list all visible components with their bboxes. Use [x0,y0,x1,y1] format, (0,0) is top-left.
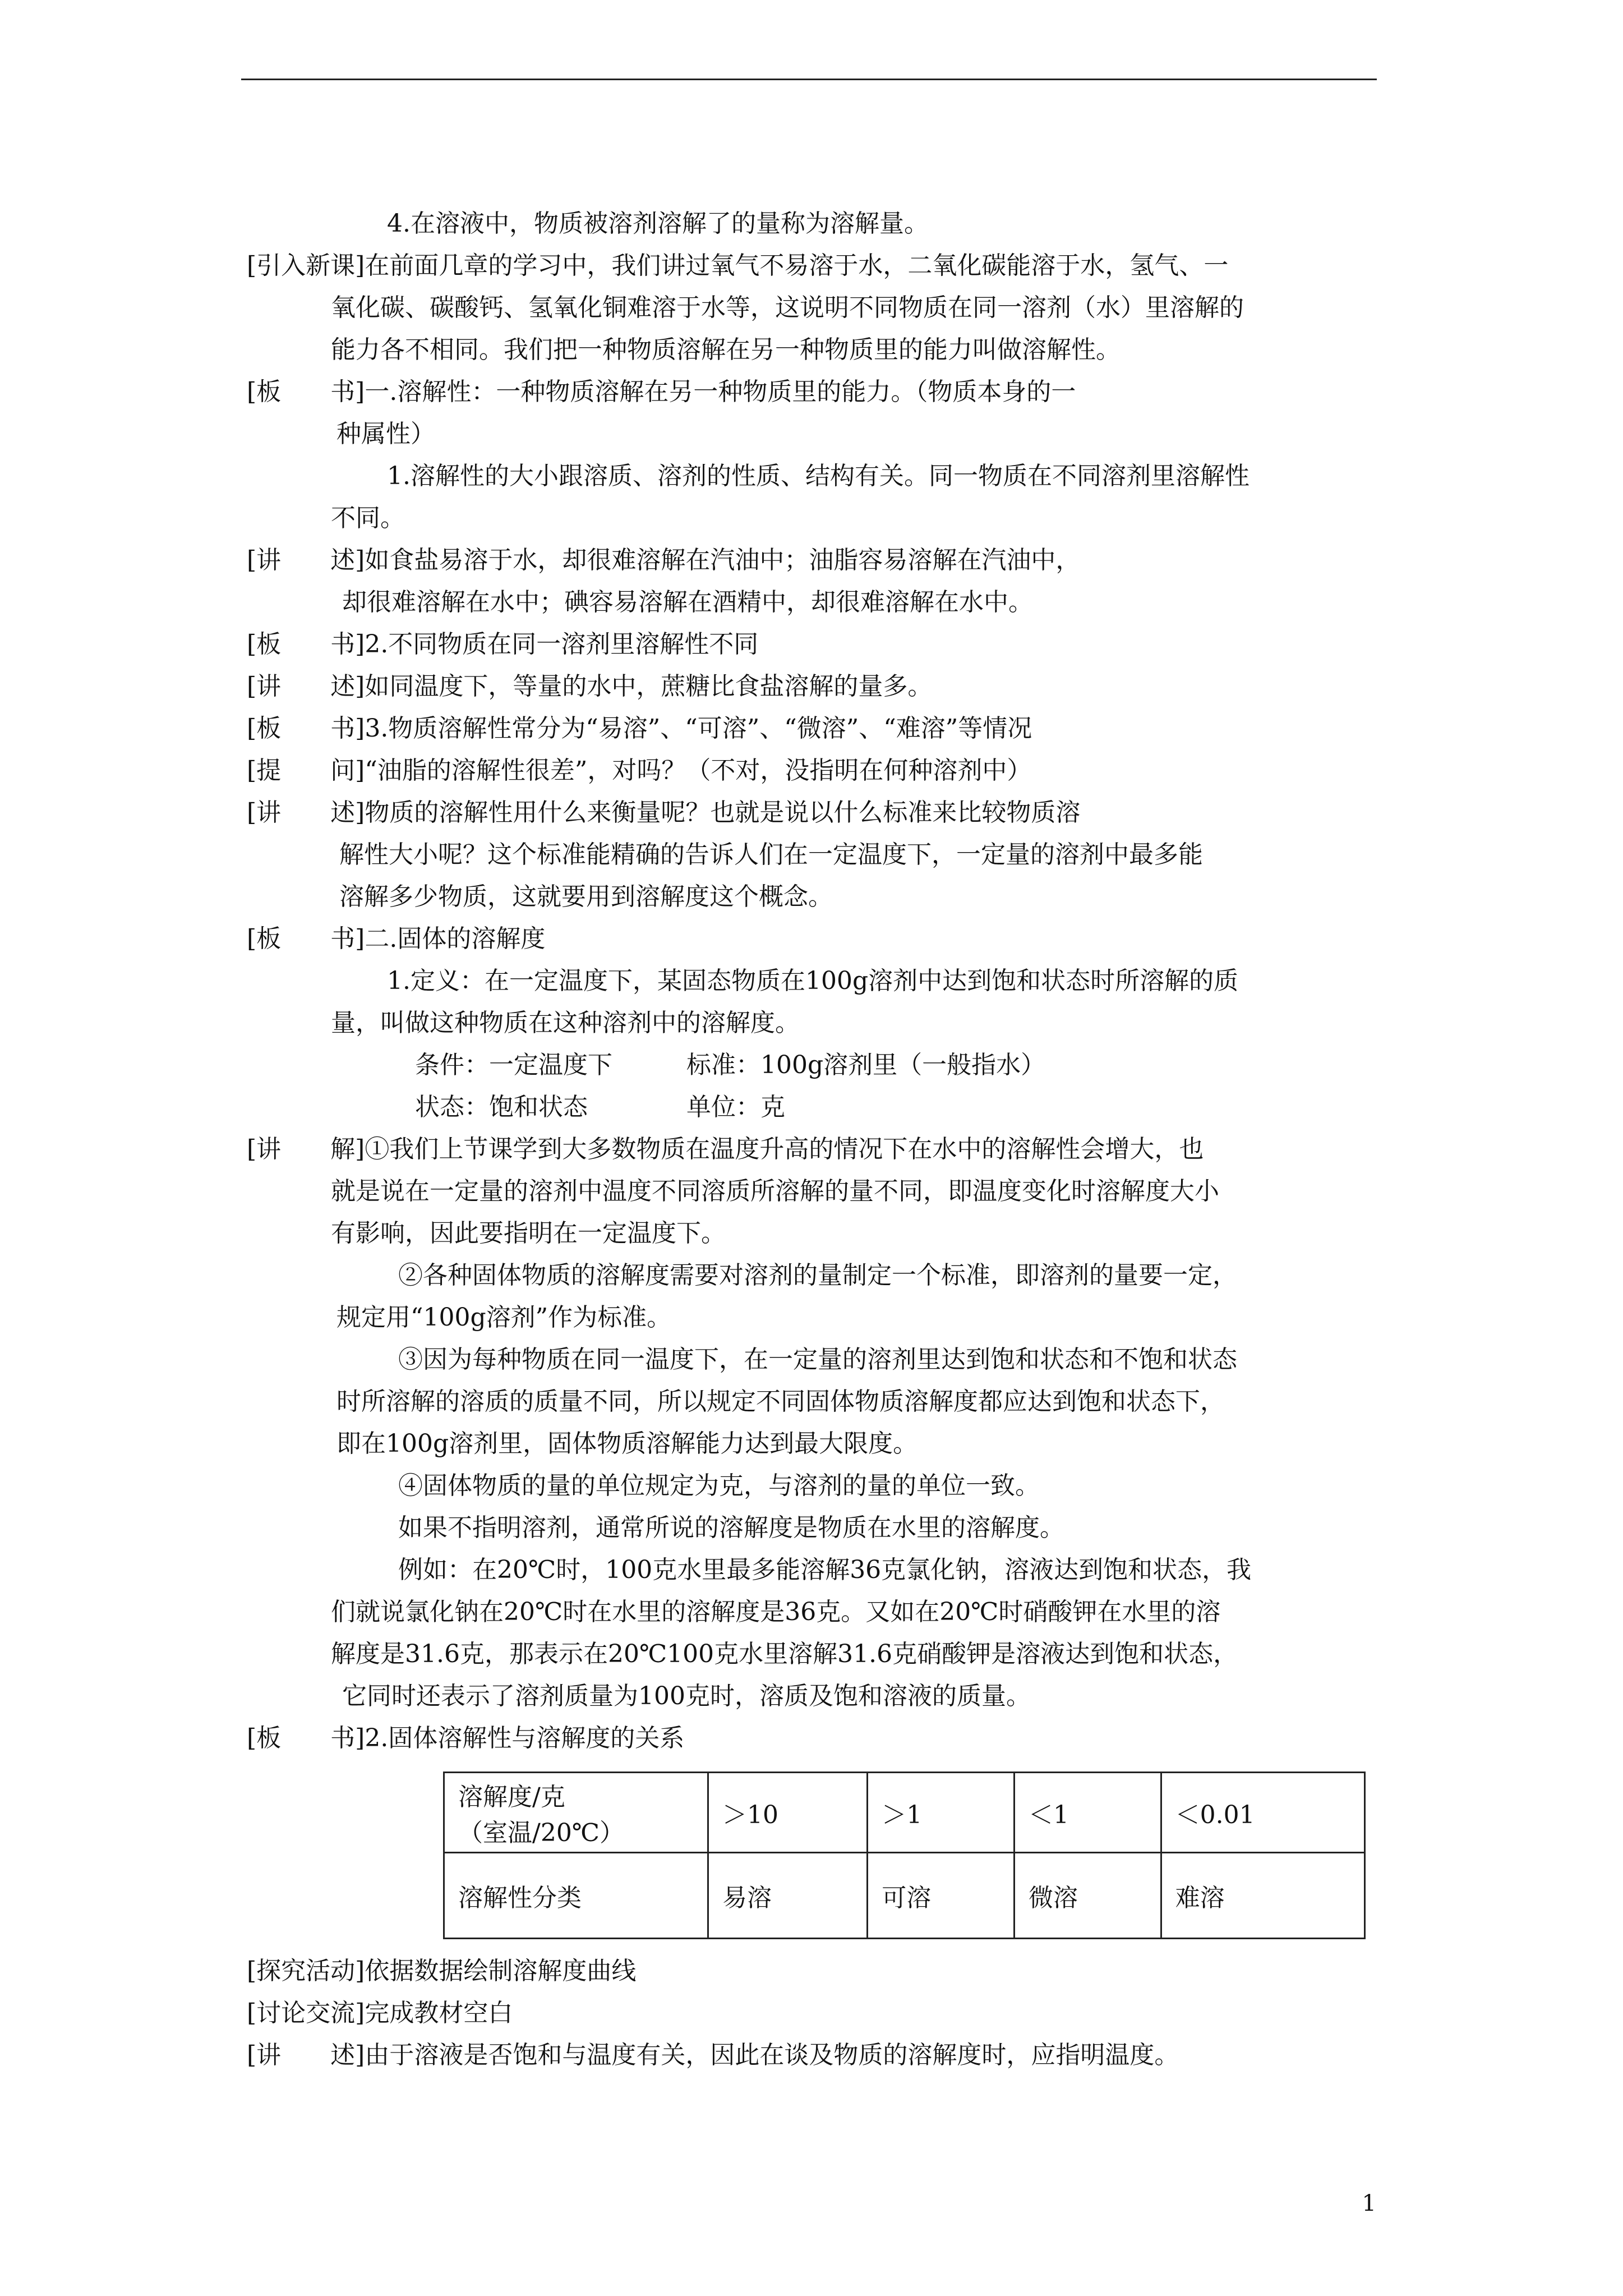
text-line: [板 书]2.不同物质在同一溶剂里溶解性不同 [247,630,759,659]
table-cell: 微溶 [1014,1853,1161,1939]
table-cell-line: （室温/20℃） [458,1819,625,1847]
table-cell: 溶解性分类 [444,1853,708,1939]
text-line: 能力各不相同。我们把一种物质溶解在另一种物质里的能力叫做溶解性。 [331,335,1121,364]
table-row [444,1853,1365,1939]
table-cell [444,1773,708,1853]
text-line: 1.溶解性的大小跟溶质、溶剂的性质、结构有关。同一物质在不同溶剂里溶解性 [387,462,1249,490]
text-line: 们就说氯化钠在20℃时在水里的溶解度是36克。又如在20℃时硝酸钾在水里的溶 [331,1598,1221,1626]
text-line: 量，叫做这种物质在这种溶剂中的溶解度。 [331,1009,800,1037]
text-line: 溶解多少物质，这就要用到溶解度这个概念。 [339,882,833,911]
text-line: [讨论交流]完成教材空白 [247,1999,513,2027]
text-line: 4.在溶液中，物质被溶剂溶解了的量称为溶解量。 [387,209,929,238]
text-line: 有影响，因此要指明在一定温度下。 [331,1219,726,1248]
text-line: 不同。 [331,504,405,532]
text-line: 即在100g溶剂里，固体物质溶解能力达到最大限度。 [336,1429,918,1458]
table-cell: 易溶 [708,1853,868,1939]
text-line: 例如：在20℃时，100克水里最多能溶解36克氯化钠，溶液达到饱和状态，我 [398,1556,1252,1584]
text-line: [讲 述]如同温度下，等量的水中，蔗糖比食盐溶解的量多。 [247,672,933,701]
text-line: 解性大小呢？这个标准能精确的告诉人们在一定温度下，一定量的溶剂中最多能 [339,840,1203,869]
text-line: [提 问]“油脂的溶解性很差”，对吗？（不对，没指明在何种溶剂中） [247,756,1032,785]
text-line: [板 书]2.固体溶解性与溶解度的关系 [247,1724,685,1752]
text-line: [板 书]二.固体的溶解度 [247,924,546,953]
solubility-table [443,1772,1366,1939]
table-row [444,1773,1365,1853]
header-rule [241,79,1377,80]
text-line: 1.定义：在一定温度下，某固态物质在100g溶剂中达到饱和状态时所溶解的质 [387,967,1239,995]
text-line: 条件：一定温度下 标准：100g溶剂里（一般指水） [415,1051,1046,1079]
text-line: 时所溶解的溶质的质量不同，所以规定不同固体物质溶解度都应达到饱和状态下， [336,1387,1225,1416]
text-line: 种属性） [336,420,435,448]
text-line: [引入新课]在前面几章的学习中，我们讲过氧气不易溶于水，二氧化碳能溶于水，氢气、一 [247,251,1229,280]
table-cell: ＞1 [868,1773,1015,1853]
text-line: [讲 述]如食盐易溶于水，却很难溶解在汽油中；油脂容易溶解在汽油中， [247,546,1081,574]
text-line: 它同时还表示了溶剂质量为100克时，溶质及饱和溶液的质量。 [342,1682,1031,1710]
text-line: 就是说在一定量的溶剂中温度不同溶质所溶解的量不同，即温度变化时溶解度大小 [331,1177,1219,1205]
text-line: 解度是31.6克，那表示在20℃100克水里溶解31.6克硝酸钾是溶液达到饱和状态， [331,1640,1238,1668]
table-cell: ＜0.01 [1161,1773,1364,1853]
text-line: ③因为每种物质在同一温度下，在一定量的溶剂里达到饱和状态和不饱和状态 [398,1345,1237,1374]
text-line: [讲 解]①我们上节课学到大多数物质在温度升高的情况下在水中的溶解性会增大，也 [247,1135,1204,1163]
text-line: 规定用“100g溶剂”作为标准。 [336,1303,672,1332]
page-number: 1 [1362,2191,1376,2216]
text-line: [探究活动]依据数据绘制溶解度曲线 [247,1957,637,1985]
text-line: [板 书]一.溶解性：一种物质溶解在另一种物质里的能力。（物质本身的一 [247,378,1076,406]
text-line: [板 书]3.物质溶解性常分为“易溶”、“可溶”、“微溶”、“难溶”等情况 [247,714,1032,743]
text-line: 氧化碳、碳酸钙、氢氧化铜难溶于水等，这说明不同物质在同一溶剂（水）里溶解的 [331,293,1244,322]
table-cell: ＞10 [708,1773,868,1853]
text-line: 如果不指明溶剂，通常所说的溶解度是物质在水里的溶解度。 [398,1513,1064,1542]
text-line: ④固体物质的量的单位规定为克，与溶剂的量的单位一致。 [398,1471,1040,1500]
table-cell: 可溶 [868,1853,1015,1939]
text-line: [讲 述]物质的溶解性用什么来衡量呢？也就是说以什么标准来比较物质溶 [247,798,1081,827]
table-cell: 难溶 [1161,1853,1364,1939]
table-cell: ＜1 [1014,1773,1161,1853]
text-line: 状态：饱和状态 单位：克 [415,1093,785,1121]
text-line: ②各种固体物质的溶解度需要对溶剂的量制定一个标准，即溶剂的量要一定， [398,1261,1237,1290]
text-line: 却很难溶解在水中；碘容易溶解在酒精中，却很难溶解在水中。 [342,588,1033,616]
table-cell-line: 溶解度/克 [458,1783,565,1811]
text-line: [讲 述]由于溶液是否饱和与温度有关，因此在谈及物质的溶解度时，应指明温度。 [247,2041,1179,2069]
